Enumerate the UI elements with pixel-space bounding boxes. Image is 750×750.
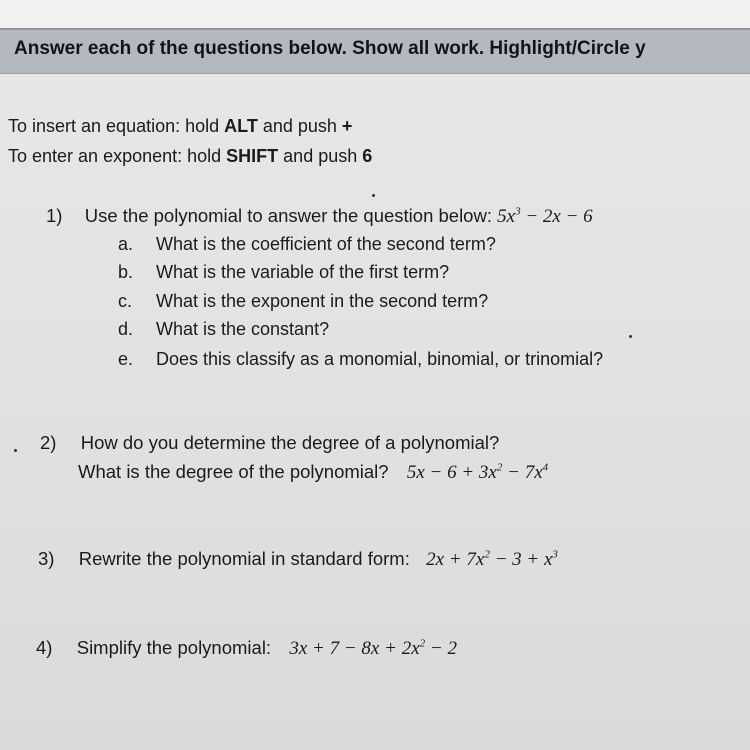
question-text: Rewrite the polynomial in standard form: [78, 548, 410, 569]
polynomial-expression: $3x + 7 - 8x + 2x^2 - 2$ [289, 637, 457, 659]
instruction-text: and push [257, 116, 342, 136]
header-bar [0, 28, 750, 74]
question-4 [36, 637, 457, 660]
polynomial-expression: $5x^3 - 2x - 6$ [497, 205, 593, 227]
question-text: Use the polynomial to answer the question below: [84, 205, 492, 226]
question-number: 4) [36, 637, 53, 658]
question-3 [38, 548, 558, 571]
sub-letter: a. [118, 234, 134, 254]
instruction-text: and push [278, 146, 363, 166]
polynomial-expression: $2x + 7x^2 - 3 + x^3$ [426, 548, 558, 570]
question-text: How do you determine the degree of a polynomial? [80, 432, 500, 453]
instruction-key: 6 [362, 146, 373, 166]
question-text: What is the degree of the polynomial? [78, 461, 389, 482]
instruction-exponent [8, 146, 372, 167]
instruction-key: SHIFT [226, 146, 279, 166]
instruction-key: + [341, 116, 353, 136]
question-2-line-2 [78, 461, 548, 484]
polynomial-expression: $5x - 6 + 3x^2 - 7x^4$ [406, 461, 549, 483]
top-strip [0, 0, 750, 30]
instruction-key: ALT [224, 116, 258, 136]
stray-mark [372, 194, 375, 197]
stray-mark [629, 335, 632, 338]
question-number: 2) [40, 432, 57, 453]
sub-question: What is the coefficient of the second term? [156, 234, 496, 254]
header-text: Answer each of the questions below. Show all work. Highlight/Circle y [14, 38, 646, 59]
instruction-text: To enter an exponent: hold [8, 146, 227, 166]
stray-mark [14, 449, 17, 452]
question-1 [46, 205, 593, 228]
sub-letter: d. [118, 319, 134, 339]
question-2 [40, 432, 499, 454]
sub-question: What is the constant? [156, 319, 330, 339]
question-number: 3) [38, 548, 55, 569]
instruction-text: To insert an equation: hold [8, 116, 225, 136]
sub-question: What is the exponent in the second term? [156, 291, 489, 311]
sub-question: What is the variable of the first term? [156, 262, 450, 282]
sub-question: Does this classify as a monomial, binomial, or trinomial? [156, 349, 604, 369]
question-number: 1) [46, 205, 63, 226]
question-text: Simplify the polynomial: [76, 637, 272, 658]
sub-letter: e. [118, 349, 134, 369]
sub-letter: b. [118, 262, 134, 282]
sub-letter: c. [118, 291, 133, 311]
instruction-equation [8, 116, 352, 137]
